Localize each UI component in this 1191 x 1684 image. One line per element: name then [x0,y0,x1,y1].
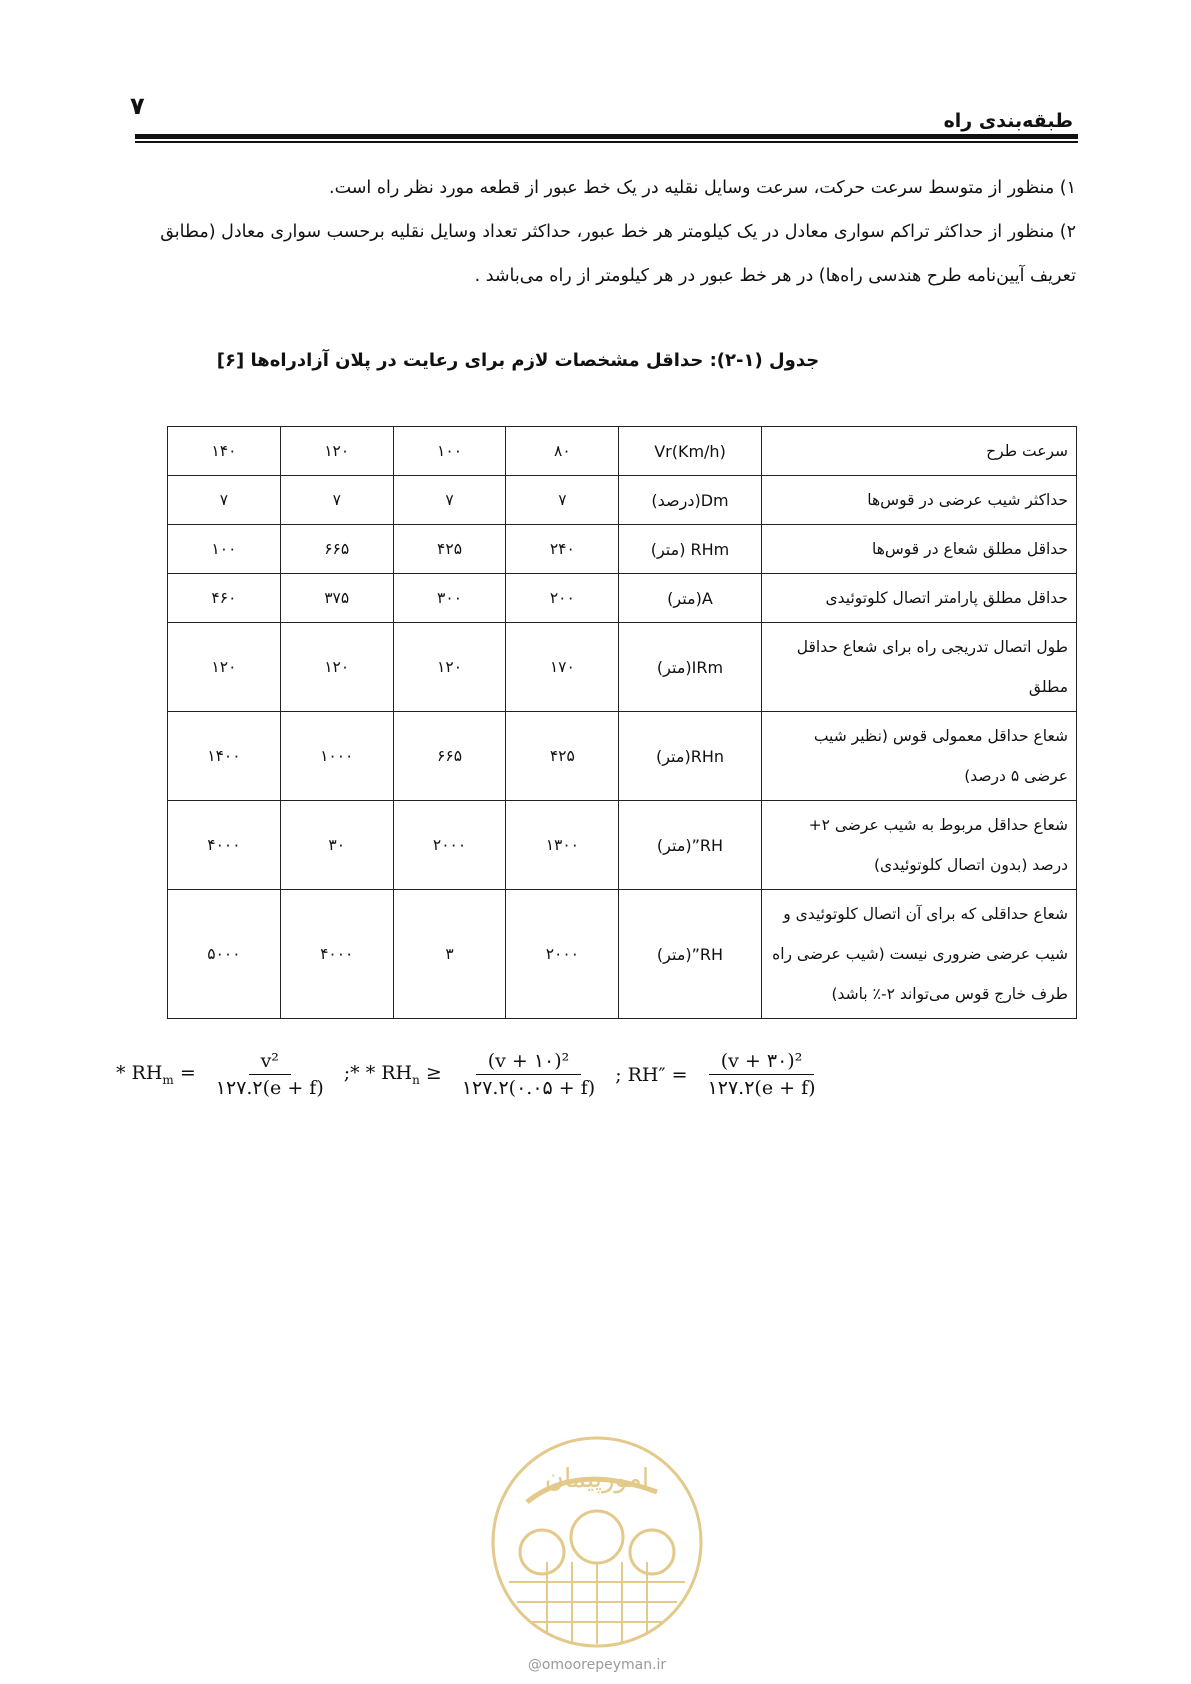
row-value: ۶۶۵ [280,525,393,574]
header-rule [135,134,1078,139]
row-value: ۷ [393,476,506,525]
row-desc: شعاع حداقل معمولی قوس (نظیر شیب عرضی ۵ درصد) [761,712,1076,801]
row-desc: حداقل مطلق شعاع در قوس‌ها [761,525,1076,574]
row-param: RHm (متر) [619,525,761,574]
row-value: ۲۰۰۰ [393,801,506,890]
row-param: IRm(متر) [619,623,761,712]
formula-2-symbol: ;* * RH [343,1062,413,1084]
row-desc: حداقل مطلق پارامتر اتصال کلوتوئیدی [761,574,1076,623]
formula-2-denominator: ۱۲۷.۲(۰.۰۵ + f) [461,1077,596,1099]
row-value: ۳۷۵ [280,574,393,623]
row-value: ۷ [506,476,619,525]
row-value: ۴۲۵ [506,712,619,801]
row-param: RH”(متر) [619,890,761,1019]
row-value: ۲۰۰۰ [506,890,619,1019]
row-value: ۷ [280,476,393,525]
gear-icon [520,1530,564,1574]
row-value: ۱۰۰ [393,427,506,476]
row-value: ۷ [168,476,281,525]
table-caption: جدول (۱-۲): حداقل مشخصات لازم برای رعایت در پلان آزادراه‌ها [۶] [216,350,820,371]
formula-1-symbol: * RH [116,1062,163,1084]
page-number: ۷ [130,92,145,120]
row-desc: سرعت طرح [761,427,1076,476]
stamp-label: امورپیمان [544,1464,650,1494]
row-value: ۱۴۰ [168,427,281,476]
row-value: ۳ [393,890,506,1019]
row-desc: شعاع حداقل مربوط به شیب عرضی ۲+ درصد (بدون اتصال کلوتوئیدی) [761,801,1076,890]
formula-1-denominator: ۱۲۷.۲(e + f) [215,1077,324,1099]
row-value: ۱۰۰۰ [280,712,393,801]
row-value: ۲۰۰ [506,574,619,623]
row-param: Vr(Km/h) [619,427,761,476]
row-value: ۲۴۰ [506,525,619,574]
formula-1-subscript: m [162,1073,174,1087]
row-value: ۵۰۰۰ [168,890,281,1019]
row-value: ۱۷۰ [506,623,619,712]
table-row [168,525,1077,574]
formula-2-fraction [450,1050,607,1099]
row-param: RHn(متر) [619,712,761,801]
formula-1-lhs: * $RH_m$ = [116,1062,196,1087]
watermark-url: @omoorepeyman.ir [527,1657,667,1673]
table-row [168,476,1077,525]
gear-icon [571,1511,623,1563]
row-value: ۸۰ [506,427,619,476]
row-param: RH”(متر) [619,801,761,890]
formula-2-subscript: n [412,1073,420,1087]
row-desc: شعاع حداقلی که برای آن اتصال کلوتوئیدی و شیب عرضی ضروری نیست (شیب عرضی راه طرف خارج قوس می‌تواند ۲-٪ باشد) [761,890,1076,1019]
formula-2-lhs [344,1062,442,1087]
radius-formulas [116,1050,832,1099]
row-param: Dm(درصد) [619,476,761,525]
formula-3-fraction [696,1050,828,1099]
row-value: ۴۶۰ [168,574,281,623]
row-desc: حداکثر شیب عرضی در قوس‌ها [761,476,1076,525]
row-param: A(متر) [619,574,761,623]
row-value: ۱۰۰ [168,525,281,574]
row-value: ۱۳۰۰ [506,801,619,890]
formula-1-fraction [204,1050,336,1099]
table-row [168,427,1077,476]
row-value: ۱۲۰ [280,623,393,712]
formula-3-lhs: ; RH″ = [615,1063,688,1086]
table-row [168,801,1077,890]
formula-2-numerator: (v + ۱۰)² [476,1050,582,1075]
table-row [168,574,1077,623]
row-value: ۶۶۵ [393,712,506,801]
row-value: ۳۰ [280,801,393,890]
running-title: طبقه‌بندی راه [943,110,1073,132]
row-value: ۱۲۰ [280,427,393,476]
row-value: ۴۲۵ [393,525,506,574]
row-value: ۴۰۰۰ [168,801,281,890]
header-rule-thin [135,141,1078,143]
formula-3-denominator: ۱۲۷.۲(e + f) [707,1077,816,1099]
formula-3-numerator: (v + ۳۰)² [709,1050,815,1075]
formula-2-relation: ≥ [425,1062,442,1084]
row-value: ۴۰۰۰ [280,890,393,1019]
row-value: ۱۲۰ [168,623,281,712]
watermark-stamp [487,1432,707,1652]
table-row [168,623,1077,712]
row-value: ۱۲۰ [393,623,506,712]
spec-table [167,426,1077,1019]
note-1: ۱) منظور از متوسط سرعت حرکت، سرعت وسایل نقلیه در یک خط عبور از قطعه مورد نظر راه است. [329,178,1076,198]
row-value: ۱۴۰۰ [168,712,281,801]
note-2: ۲) منظور از حداکثر تراکم سواری معادل در یک کیلومتر هر خط عبور، حداکثر تعداد وسایل نقلیه برحسب سواری معادل (مطابق تعریف آیین‌نامه طرح هندسی راه‌ها) در هر خط عبور در هر کیلومتر از راه می‌باشد . [160,222,1076,286]
table-row [168,712,1077,801]
row-desc: طول اتصال تدریجی راه برای شعاع حداقل مطلق [761,623,1076,712]
gear-icon [630,1530,674,1574]
footnotes [130,166,1076,298]
formula-1-numerator: v² [249,1050,291,1075]
row-value: ۳۰۰ [393,574,506,623]
table-row [168,890,1077,1019]
